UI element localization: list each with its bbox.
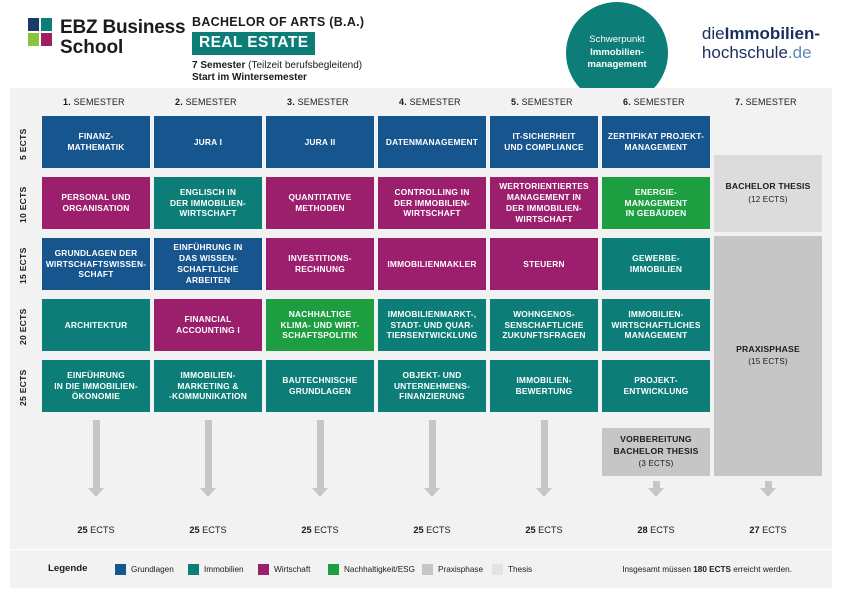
legend-item-praxisphase bbox=[422, 564, 483, 575]
semester-total-2: 25 ECTS bbox=[189, 525, 227, 535]
module-credits: (15 ECTS) bbox=[748, 357, 788, 367]
ects-axis-5: 5 ECTS bbox=[18, 128, 28, 160]
module-card[interactable]: FINANZ- MATHEMATIK bbox=[42, 116, 150, 168]
legend-label: Nachhaltigkeit/ESG bbox=[344, 565, 415, 574]
module-card[interactable]: IMMOBILIENMARKT-, STADT- UND QUAR- TIERSENTWICKLUNG bbox=[378, 299, 486, 351]
ebz-logo-line1-bold: EBZ bbox=[60, 17, 98, 38]
legend-swatch-icon bbox=[328, 564, 339, 575]
module-card[interactable]: QUANTITATIVE METHODEN bbox=[266, 177, 374, 229]
semester-arrow-3 bbox=[312, 420, 328, 497]
legend-swatch-icon bbox=[258, 564, 269, 575]
semester-header-2: 2. SEMESTER bbox=[175, 97, 237, 107]
legend-item-wirtschaft bbox=[258, 564, 310, 575]
ebz-logo-text bbox=[60, 18, 185, 58]
legend-note-bold: 180 ECTS bbox=[693, 565, 731, 574]
module-title: BACHELOR THESIS bbox=[725, 181, 811, 192]
module-card[interactable]: GEWERBE- IMMOBILIEN bbox=[602, 238, 710, 290]
degree-line: BACHELOR OF ARTS (B.A.) bbox=[192, 15, 365, 29]
module-card[interactable]: WERTORIENTIERTES MANAGEMENT IN DER IMMOBILIEN- WIRTSCHAFT bbox=[490, 177, 598, 229]
legend-label: Immobilien bbox=[204, 565, 244, 574]
module-card-vorbereitung-bachelor-thesis[interactable] bbox=[602, 428, 710, 476]
module-card[interactable]: EINFÜHRUNG IN DAS WISSEN- SCHAFTLICHE ARBEITEN bbox=[154, 238, 262, 290]
semester-arrow-4 bbox=[424, 420, 440, 497]
ects-axis-25: 25 ECTS bbox=[18, 369, 28, 407]
module-card[interactable]: INVESTITIONS- RECHNUNG bbox=[266, 238, 374, 290]
legend-item-thesis bbox=[492, 564, 532, 575]
module-card[interactable]: GRUNDLAGEN DER WIRTSCHAFTSWISSEN- SCHAFT bbox=[42, 238, 150, 290]
module-card-praxisphase[interactable] bbox=[714, 236, 822, 476]
semester-header-6: 6. SEMESTER bbox=[623, 97, 685, 107]
module-card[interactable]: IMMOBILIENMAKLER bbox=[378, 238, 486, 290]
legend-note bbox=[622, 565, 792, 574]
module-card[interactable]: EINFÜHRUNG IN DIE IMMOBILIEN- ÖKONOMIE bbox=[42, 360, 150, 412]
module-card[interactable]: ENERGIE- MANAGEMENT IN GEBÄUDEN bbox=[602, 177, 710, 229]
module-credits: (3 ECTS) bbox=[638, 459, 674, 469]
program-badge: REAL ESTATE bbox=[192, 32, 315, 55]
semester-arrow-7 bbox=[760, 481, 776, 497]
legend-item-immobilien bbox=[188, 564, 244, 575]
ebz-logo-line1-rest: Business bbox=[102, 17, 186, 38]
module-card[interactable]: CONTROLLING IN DER IMMOBILIEN- WIRTSCHAFT bbox=[378, 177, 486, 229]
legend-note-pre: Insgesamt müssen bbox=[622, 565, 691, 574]
start-line: Start im Wintersemester bbox=[192, 72, 307, 83]
semester-header-3: 3. SEMESTER bbox=[287, 97, 349, 107]
semester-total-3: 25 ECTS bbox=[301, 525, 339, 535]
legend-title: Legende bbox=[48, 563, 88, 574]
focus-value-line1: Immobilien- bbox=[590, 46, 644, 58]
module-card[interactable]: ZERTIFIKAT PROJEKT- MANAGEMENT bbox=[602, 116, 710, 168]
module-card[interactable]: JURA I bbox=[154, 116, 262, 168]
semester-total-4: 25 ECTS bbox=[413, 525, 451, 535]
immobilienhochschule-logo bbox=[702, 24, 820, 62]
module-card[interactable]: IMMOBILIEN- BEWERTUNG bbox=[490, 360, 598, 412]
module-card[interactable]: PROJEKT- ENTWICKLUNG bbox=[602, 360, 710, 412]
module-card[interactable]: STEUERN bbox=[490, 238, 598, 290]
semester-arrow-6 bbox=[648, 481, 664, 497]
ebz-logo bbox=[28, 18, 185, 58]
legend-swatch-icon bbox=[422, 564, 433, 575]
legend-swatch-icon bbox=[115, 564, 126, 575]
ects-axis-20: 20 ECTS bbox=[18, 308, 28, 346]
legend-label: Praxisphase bbox=[438, 565, 484, 574]
module-card[interactable]: IMMOBILIEN- MARKETING & -KOMMUNIKATION bbox=[154, 360, 262, 412]
module-card[interactable]: OBJEKT- UND UNTERNEHMENS- FINANZIERUNG bbox=[378, 360, 486, 412]
ects-axis-10: 10 ECTS bbox=[18, 186, 28, 224]
semester-header-4: 4. SEMESTER bbox=[399, 97, 461, 107]
semester-total-6: 28 ECTS bbox=[637, 525, 675, 535]
right-logo-l1-bold: Immobilien- bbox=[724, 24, 820, 43]
module-card[interactable]: BAUTECHNISCHE GRUNDLAGEN bbox=[266, 360, 374, 412]
module-card[interactable]: ARCHITEKTUR bbox=[42, 299, 150, 351]
legend-label: Wirtschaft bbox=[274, 565, 311, 574]
legend-label: Grundlagen bbox=[131, 565, 174, 574]
semester-arrow-1 bbox=[88, 420, 104, 497]
module-card[interactable]: PERSONAL UND ORGANISATION bbox=[42, 177, 150, 229]
semester-total-5: 25 ECTS bbox=[525, 525, 563, 535]
focus-label: Schwerpunkt bbox=[589, 33, 645, 45]
program-title-block bbox=[192, 15, 364, 83]
module-card[interactable]: DATENMANAGEMENT bbox=[378, 116, 486, 168]
semester-arrow-2 bbox=[200, 420, 216, 497]
semester-header-1: 1. SEMESTER bbox=[63, 97, 125, 107]
module-card[interactable]: NACHHALTIGE KLIMA- UND WIRT- SCHAFTSPOLITIK bbox=[266, 299, 374, 351]
module-card[interactable]: FINANCIAL ACCOUNTING I bbox=[154, 299, 262, 351]
legend-item-grundlagen bbox=[115, 564, 174, 575]
legend-label: Thesis bbox=[508, 565, 533, 574]
ebz-logo-line2: School bbox=[60, 36, 124, 58]
module-title: VORBEREITUNG BACHELOR THESIS bbox=[613, 434, 699, 456]
duration-line bbox=[192, 60, 364, 71]
module-card[interactable]: IT-SICHERHEIT UND COMPLIANCE bbox=[490, 116, 598, 168]
module-title: PRAXISPHASE bbox=[736, 343, 800, 354]
duration-bold: 7 Semester bbox=[192, 60, 246, 71]
module-card[interactable]: ENGLISCH IN DER IMMOBILIEN- WIRTSCHAFT bbox=[154, 177, 262, 229]
semester-header-5: 5. SEMESTER bbox=[511, 97, 573, 107]
module-card[interactable]: IMMOBILIEN- WIRTSCHAFTLICHES MANAGEMENT bbox=[602, 299, 710, 351]
right-logo-l2-bold: hochschule bbox=[701, 43, 788, 63]
focus-value-line2: management bbox=[587, 59, 647, 71]
module-card[interactable]: JURA II bbox=[266, 116, 374, 168]
duration-rest: (Teilzeit berufsbegleitend) bbox=[248, 60, 363, 71]
ebz-logo-mark-icon bbox=[28, 18, 54, 46]
semester-total-7: 27 ECTS bbox=[749, 525, 787, 535]
module-card[interactable]: WOHNGENOS- SENSCHAFTLICHE ZUKUNFTSFRAGEN bbox=[490, 299, 598, 351]
legend-item-nachhaltigkeit bbox=[328, 564, 415, 575]
legend-swatch-icon bbox=[188, 564, 199, 575]
legend-bar bbox=[10, 549, 832, 588]
semester-total-1: 25 ECTS bbox=[77, 525, 115, 535]
semester-arrow-5 bbox=[536, 420, 552, 497]
semester-header-7: 7. SEMESTER bbox=[735, 97, 797, 107]
right-logo-l1-light: die bbox=[701, 24, 725, 43]
right-logo-l2-light: .de bbox=[787, 43, 812, 63]
legend-swatch-icon bbox=[492, 564, 503, 575]
module-credits: (12 ECTS) bbox=[748, 194, 788, 204]
legend-note-post: erreicht werden. bbox=[733, 565, 792, 574]
ects-axis-15: 15 ECTS bbox=[18, 247, 28, 285]
module-card-bachelor-thesis[interactable] bbox=[714, 155, 822, 232]
header bbox=[0, 0, 842, 90]
